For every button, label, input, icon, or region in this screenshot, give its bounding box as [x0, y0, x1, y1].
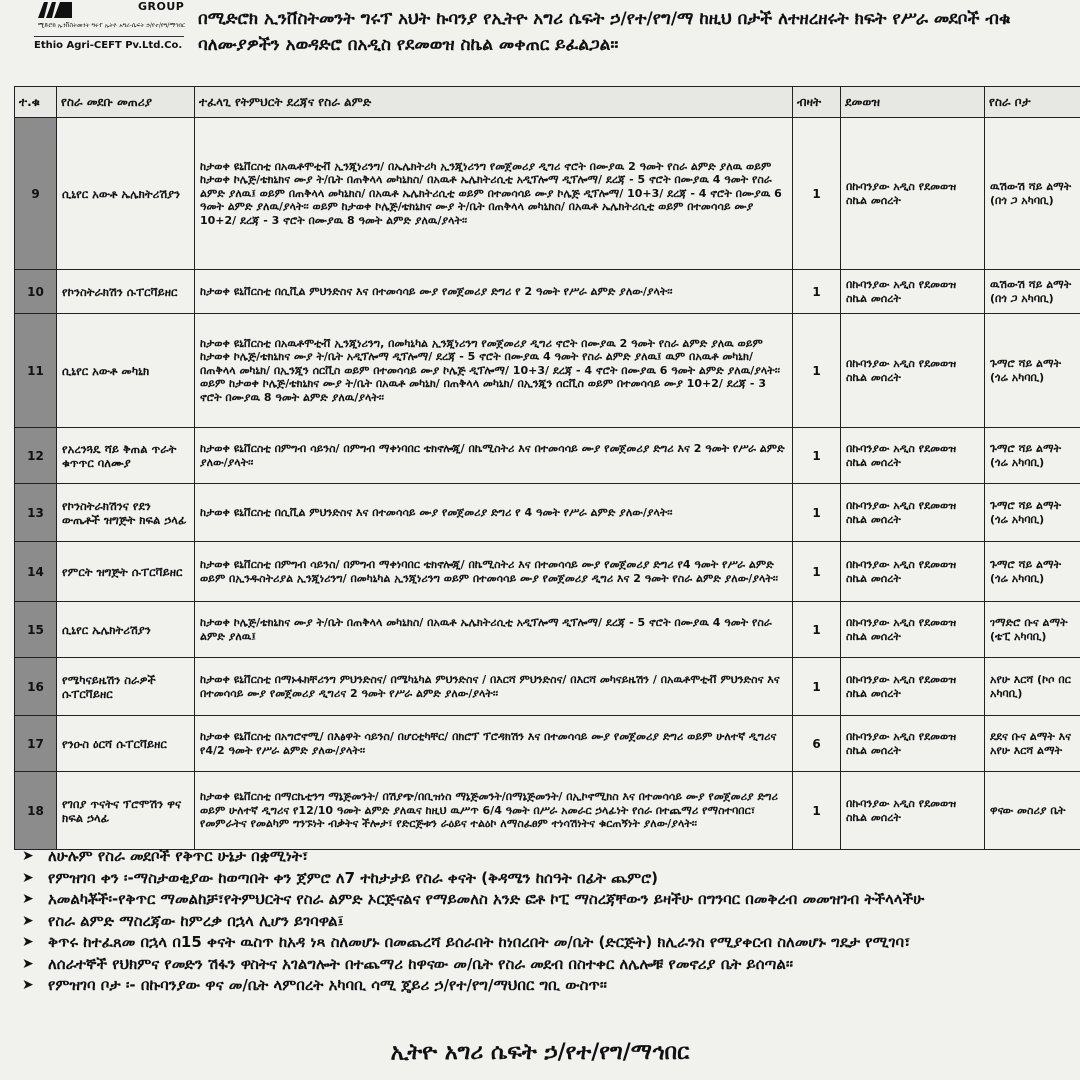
- job-title: የንዑስ ዕርሻ ሱፐርቫይዘር: [57, 716, 195, 772]
- bullet-arrow-icon: ➤: [22, 912, 34, 929]
- job-title: የምርት ዝግጅት ሱፐርቫይዘር: [57, 542, 195, 602]
- note-text: ለሰራተኞች የህክምና የመድን ሽፋን ዋስትና አገልግሎት በተጨማሪ ከዋናው መ/ቤት የስራ መደብ በስተቀር ለሌሎቹ የመኖሪያ ቤት ይሰጣል፡፡: [48, 954, 794, 973]
- job-requirements: ከታወቀ ዩኒቨርስቲ በምግብ ሳይንስ/ በምግብ ማቀነባበር ቴክኖሎጂ/ በኬሚስትሪ እና በተመሳሳይ ሙያ የመጀመሪያ ድግሪ የ4 ዓመት የሥራ ልምድ ወይም በኢንዱስትሪያል ኢንጂነሪንግ/ በመካኒካል ኢንጂነሪንግ ወይም በተመሳሳይ ሙያ የመጀመሪያ ዲግሪ እና 2 ዓመት የስራ ልምድ ያለው/ያላት፡፡: [195, 542, 793, 602]
- table-row: [15, 716, 1080, 772]
- job-location: አየሁ እርሻ (ኮሶ በር አካባቢ): [985, 658, 1080, 716]
- bullet-arrow-icon: ➤: [22, 934, 34, 950]
- row-number: 16: [15, 658, 57, 716]
- list-item: [22, 889, 1072, 911]
- job-salary: በኩባንያው አዲስ የደመወዝ ስኬል መሰረት: [841, 118, 985, 270]
- job-quantity: 1: [793, 658, 841, 716]
- logo-divider: [34, 36, 184, 37]
- col-header-requirements: ተፈላጊ የትምህርት ደረጃና የስራ ልምድ: [195, 87, 793, 118]
- col-header-title: የስራ መደቡ መጠሪያ: [57, 87, 195, 118]
- intro-text: በሚድሮክ ኢንቨስትመንት ግሩፕ አህት ኩባንያ የኢትዮ አግሪ ሴፍት ኃ/የተ/የግ/ማ ከዚህ በታች ለተዘረዘሩት ክፍት የሥራ መደቦች ብቁ ባለሙያዎችን አወዳድሮ በአዲስ የደመወዝ ስኬል መቀጠር ይፈልጋል።: [198, 9, 1011, 55]
- logo-company-name: Ethio Agri-CEFT Pv.Ltd.Co.: [34, 40, 183, 51]
- job-quantity: 1: [793, 270, 841, 314]
- job-quantity: 1: [793, 428, 841, 484]
- note-text: የምዝገባ ቀን ፡-ማስታወቂያው ከወጣበት ቀን ጀምሮ ለ7 ተከታታይ የስራ ቀናት (ቅዳሜን ከሰዓት በፊት ጨምሮ): [48, 868, 658, 887]
- bullet-arrow-icon: ➤: [22, 848, 34, 864]
- job-quantity: 1: [793, 314, 841, 428]
- bullet-arrow-icon: ➤: [22, 869, 34, 886]
- col-header-number: ተ.ቁ: [15, 87, 57, 118]
- table-row: [15, 314, 1080, 428]
- table-row: [15, 772, 1080, 850]
- logo-subtitle: ሚድሮክ ኢንቨስትመንት ግሩፕ ኢትዮ አግሪ-ሴፍት ኃ/የተ/የግ/ማኅበር: [38, 22, 186, 29]
- job-title: ሲኒየር አውቶ ኤሌክትሪሽያን: [57, 118, 195, 270]
- job-salary: በኩባንያው አዲስ የደመወዝ ስኬል መሰረት: [841, 270, 985, 314]
- job-quantity: 1: [793, 542, 841, 602]
- job-location: ዋናው መስሪያ ቤት: [985, 772, 1080, 850]
- job-location: ጉማሮ ሻይ ልማት (ጎሬ አካባቢ): [985, 428, 1080, 484]
- job-salary: በኩባንያው አዲስ የደመወዝ ስኬል መሰረት: [841, 602, 985, 658]
- job-location: ደደና ቡና ልማት እና አየሁ እርሻ ልማት: [985, 716, 1080, 772]
- job-location: ጉማሮ ሻይ ልማት (ጎሬ አካባቢ): [985, 484, 1080, 542]
- job-requirements: ከታወቀ ዩኒቨርስቲ በሲቪል ምህንድስና እና በተመሳሳይ ሙያ የመጀመሪያ ድግሪ የ 2 ዓመት የሥራ ልምድ ያለው/ያላት፡፡: [195, 270, 793, 314]
- table-header-row: [15, 87, 1080, 118]
- job-quantity: 1: [793, 772, 841, 850]
- col-header-location: የስራ ቦታ: [985, 87, 1080, 118]
- row-number: 9: [15, 118, 57, 270]
- job-salary: በኩባንያው አዲስ የደመወዝ ስኬል መሰረት: [841, 772, 985, 850]
- row-number: 12: [15, 428, 57, 484]
- job-location: ጉማሮ ሻይ ልማት (ጎሬ አካባቢ): [985, 542, 1080, 602]
- job-salary: በኩባንያው አዲስ የደመወዝ ስኬል መሰረት: [841, 314, 985, 428]
- note-text: ለሁሉም የስራ መደቦች የቅጥር ሁኔታ በቋሚነት፣: [48, 847, 309, 865]
- job-requirements: ከታወቀ ኮሌጅ/ቴክኒክና ሙያ ት/ቤት በጠቅላላ መካኒክስ/ በአዉቶ ኤሌክትሪሲቲ አዲፕሎማ ዲፕሎማ/ ደረጃ - 5 ኖሮት በሙያዉ 4 ዓመት የስራ ልምድ ያለዉ፤: [195, 602, 793, 658]
- job-requirements: ከታወቀ ዩኒቨርስቲ በአግሮኖሚ/ በእፅዋት ሳይንስ/ በሆርቲካቸር/ በክሮፕ ፕሮዳክሽን እና በተመሳሳይ ሙያ የመጀመሪያ ድግሪ ወይም ሁለተኛ ዲግሪና የ4/2 ዓመት የሥራ ልምድ ያለው/ያላት፡፡: [195, 716, 793, 772]
- table-row: [15, 484, 1080, 542]
- logo-group-label: GROUP: [138, 0, 185, 13]
- row-number: 18: [15, 772, 57, 850]
- list-item: [22, 932, 1072, 954]
- table-row: [15, 118, 1080, 270]
- table-row: [15, 658, 1080, 716]
- note-text: ቅጥሩ ከተፈጸመ በኋላ በ15 ቀናት ዉስጥ ከአዳ ነጻ ስለመሆኑ በመጨረሻ ይሰራበት ከነበረበት መ/ቤት (ድርጅት) ክሊራንስ የሚያቀርብ ስለመሆኑ ግዴታ የሚገባ፣: [48, 933, 911, 951]
- row-number: 15: [15, 602, 57, 658]
- job-requirements: ከታወቀ ዩኒቨርስቲ በምግብ ሳይንስ/ በምግብ ማቀነባበር ቴክኖሎጂ/ በኬሚስትሪ እና በተመሳሳይ ሙያ የመጀመሪያ ድግሪ እና 2 ዓመት የሥራ ልምድ ያለው/ያላት፡፡: [195, 428, 793, 484]
- footer-company-name: ኢትዮ አግሪ ሴፍት ኃ/የተ/የግ/ማኅበር: [390, 1040, 690, 1065]
- row-number: 10: [15, 270, 57, 314]
- job-quantity: 1: [793, 602, 841, 658]
- table-row: [15, 542, 1080, 602]
- notes-list: [22, 846, 1072, 997]
- table-row: [15, 602, 1080, 658]
- bullet-arrow-icon: ➤: [22, 955, 34, 972]
- job-requirements: ከታወቀ ዩኒቨርስቲ በአዉቶሞቲቭ ኢንጂነሪንግ, በመካኒካል ኢንጂነሪንግ የመጀመሪያ ዲግሪ ኖሮት በሙያዉ 2 ዓመት የስራ ልምድ ያለዉ ወይም ከታወቀ ኮሌጅ/ቴክኒክና ሙያ ት/ቤት አዲፕሎማ ዲፕሎማ/ ደረጃ - 5 ኖሮት በሙያዉ 4 ዓመት የስራ ልምድ ያለዉ፤ ዉም በአዉቶ መካኒክ/ በጠቅላላ መካኒክ/ በኢንጂን ሰርቪስ ወይም በተመሳሳይ ሙያ ኮሌጅ ዲፕሎማ/ 10+3/ ደረጃ - 4 ኖሮት በሙያዉ 6 ዓመት ልምድ ያለዉ/ያላት፡፡ ወይም ከታወቀ ኮሌጅ/ቴክኒክና ሙያ ት/ቤት በአዉቶ መካኒክ/ በጠቅላላ መካኒክ/ በኢንጂን ሰርቪስ ወይም በተመሳሳይ ሙያ 10+2/ ደረጃ - 3 ኖሮት በሙያዉ 8 ዓመት ልምድ ያለዉ/ያላት፡፡: [195, 314, 793, 428]
- job-salary: በኩባንያው አዲስ የደመወዝ ስኬል መሰረት: [841, 542, 985, 602]
- note-text: የስራ ልምድ ማስረጃው ከምረቃ በኋላ ሊሆን ይገባዋል፤: [48, 911, 344, 930]
- job-location: ዉሽውሽ ሻይ ልማት (በጎ ጋ አካባቢ): [985, 270, 1080, 314]
- job-quantity: 1: [793, 118, 841, 270]
- header: [0, 0, 1080, 84]
- job-requirements: ከታወቀ ዩኒቨርስቲ በአዉቶሞቲቭ ኢንጂነሪንግ/ በኤሌክትሪካ ኢንጂነሪንግ የመጀመሪያ ዲግሪ ኖሮት በሙያዉ 2 ዓመት የስራ ልምድ ያለዉ ወይም ከታወቀ ኮሌጅ/ቴክኒክና ሙያ ት/ቤት በጠቅላላ መካኒክስ/ በአዉቶ ኤሌክትሪሲቲ አዲፕሎማ ዲፕሎማ/ ደረጃ - 5 ኖሮት በሙያዉ 4 ዓመት የስራ ልምድ ያለዉ፤ ወይም በጠቅላላ መካኒክስ/ በአዉቶ ኤሌክትሪሲቲ ወይም በተመሳሳይ ሙያ ኮሌጅ ዲፕሎማ/ 10+3/ ደረጃ - 4 ኖሮት በሙያዉ 6 ዓመት ልምድ ያለዉ/ያላት፡፡ ወይም ከታወቀ ኮሌጅ/ቴክኒክና ሙያ ት/ቤት በጠቅላላ መካኒክስ/ በአዉቶ ኤሌክትሪሲቲ ወይም በተመሳሳይ ሙያ 10+2/ ደረጃ - 3 ኖሮት በሙያዉ 8 ዓመት ልምድ ያለዉ/ያላት፡፡: [195, 118, 793, 270]
- table-row: [15, 270, 1080, 314]
- table-row: [15, 428, 1080, 484]
- job-quantity: 6: [793, 716, 841, 772]
- job-title: የኮንስትራክሽን ሱፐርቫይዘር: [57, 270, 195, 314]
- list-item: [22, 846, 1072, 868]
- row-number: 14: [15, 542, 57, 602]
- job-quantity: 1: [793, 484, 841, 542]
- job-location: ገማድሮ ቡና ልማት (ቴፒ አካባቢ): [985, 602, 1080, 658]
- vacancy-table: [14, 86, 1080, 850]
- row-number: 11: [15, 314, 57, 428]
- list-item: [22, 911, 1072, 933]
- job-location: ጉማሮ ሻይ ልማት (ጎሬ አካባቢ): [985, 314, 1080, 428]
- job-salary: በኩባንያው አዲስ የደመወዝ ስኬል መሰረት: [841, 484, 985, 542]
- job-title: የገበያ ጥናትና ፕሮሞሽን ዋና ክፍል ኃላፊ: [57, 772, 195, 850]
- job-requirements: ከታወቀ ዩኒቨርስቲ በማርኬቲንግ ማኔጅመንት/ በሽያጭ/በቢዝነስ ማኔጅመንት/በማኔጅመንት/ በኢኮኖሚክስ እና በተመሳሳይ ሙያ የመጀመሪያ ድግሪ ወይም ሁለተኛ ዲግሪና የ12/10 ዓመት ልምድ ያለዉና ከዚህ ዉሥጥ 6/4 ዓመት በሥራ አመራር ኃላፊነት የሰራ በተጨማሪ የማስተባበር፣ የመምራትና የመልካም ግንኙነት ብቃትና ችሎታ፣ የድርጅቱን ራዕይና ተልዕኮ ለማስፈፀም ተነሳሽነትና ቁርጠኝነት ያለው/ያላት፡፡: [195, 772, 793, 850]
- job-title: የሜካናይዜሽን ስራዎች ሱፐርቫይዘር: [57, 658, 195, 716]
- job-title: ሲኒየር አውቶ መካኒክ: [57, 314, 195, 428]
- company-logo: [30, 0, 190, 80]
- job-title: የኮንስትራክሽንና የደን ውጤቶች ዝግጅት ክፍል ኃላፊ: [57, 484, 195, 542]
- logo-mark-icon: [38, 2, 72, 18]
- row-number: 17: [15, 716, 57, 772]
- job-salary: በኩባንያው አዲስ የደመወዝ ስኬል መሰረት: [841, 658, 985, 716]
- job-title: የአረንጓዴ ሻይ ቅጠል ጥራት ቁጥጥር ባለሙያ: [57, 428, 195, 484]
- list-item: [22, 975, 1072, 997]
- bullet-arrow-icon: ➤: [22, 977, 34, 993]
- job-title: ሲኒየር ኤሌክትሪሽያን: [57, 602, 195, 658]
- note-text: አመልካቾች፡-የቅጥር ማመልከቻ፣የትምህርትና የስራ ልምድ ኦርጅናልና የማይመለስ አንድ ፎቶ ኮፒ ማስረጃቸውን ይዛችሁ በግንባር በመቅረብ መመዝገብ ትችላላችሁ: [48, 890, 925, 908]
- job-salary: በኩባንያው አዲስ የደመወዝ ስኬል መሰረት: [841, 716, 985, 772]
- bullet-arrow-icon: ➤: [22, 891, 34, 907]
- job-salary: በኩባንያው አዲስ የደመወዝ ስኬል መሰረት: [841, 428, 985, 484]
- job-requirements: ከታወቀ ዩኒቨርስቲ በማኑፋክቸሪንግ ምህንድስና/ በሜካኒካል ምህንድስና / በእርሻ ምህንድስና/ በእርሻ መካናይዜሽን / በአዉቶሞቲቭ ምህንድስና እና በተመሳሳይ ሙያ የመጀመሪያ ዲግሪና 2 ዓመት የሥራ ልምድ ያለው/ያላት፡፡: [195, 658, 793, 716]
- row-number: 13: [15, 484, 57, 542]
- job-location: ዉሽውሽ ሻይ ልማት (በጎ ጋ አካባቢ): [985, 118, 1080, 270]
- col-header-quantity: ብዛት: [793, 87, 841, 118]
- col-header-salary: ደመወዝ: [841, 87, 985, 118]
- list-item: [22, 868, 1072, 890]
- job-requirements: ከታወቀ ዩኒቨርስቲ በሲቪል ምህንድስና እና በተመሳሳይ ሙያ የመጀመሪያ ድግሪ የ 4 ዓመት የሥራ ልምድ ያለው/ያላት፡፡: [195, 484, 793, 542]
- list-item: [22, 954, 1072, 976]
- note-text: የምዝገባ ቦታ ፡- በኩባንያው ዋና መ/ቤት ላምበረት አካባቢ ሳሚ ጄይሪ ኃ/የተ/የግ/ማህበር ግቢ ውስጥ፡፡: [48, 976, 607, 994]
